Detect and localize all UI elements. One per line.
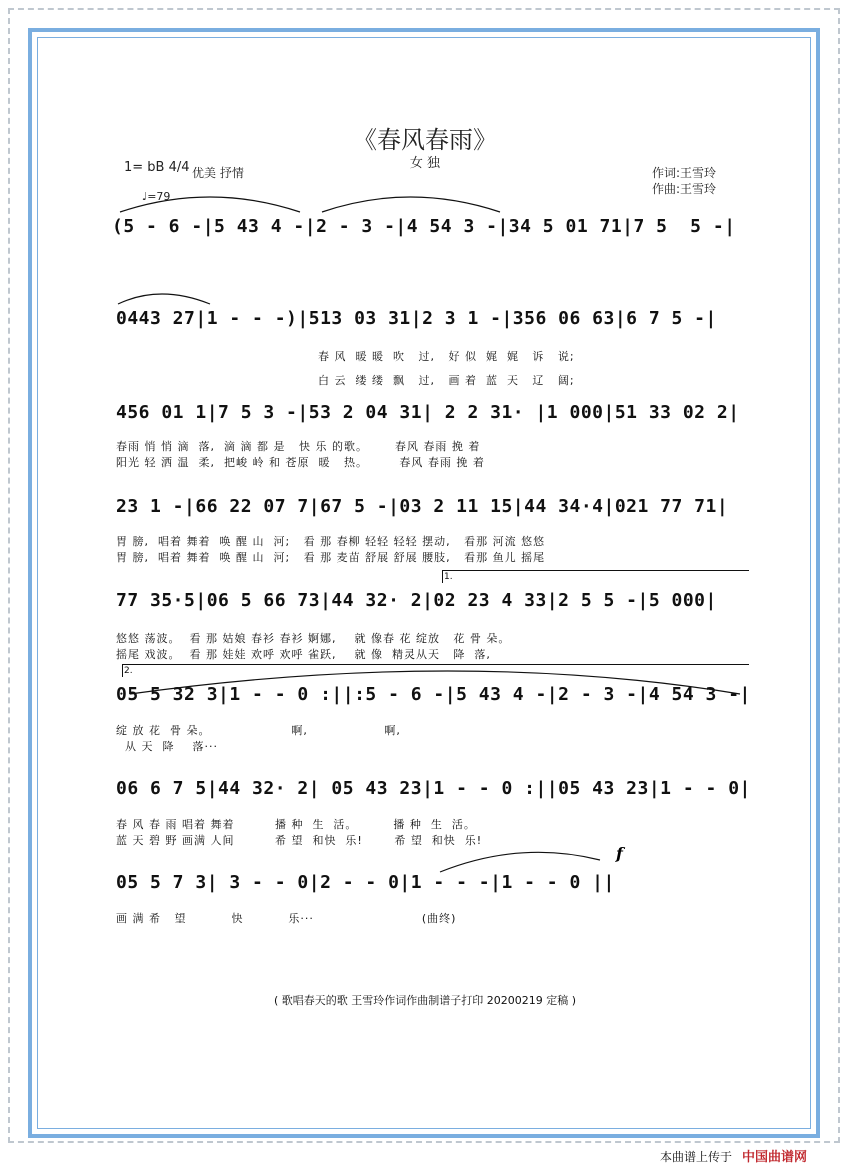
lyrics-row-4-verse-1: 胃 膀, 唱着 舞着 唤 醒 山 河; 看 那 春柳 轻轻 轻轻 摆动, 看那 河流 悠悠	[116, 535, 546, 548]
score-row-5: 77 35·5|06 5 66 73|44 32· 2|02 23 4 33|2 5 5 -|5 000|	[116, 590, 717, 611]
lyrics-row-5-verse-2: 摇尾 戏波。 看 那 娃娃 欢呼 欢呼 雀跃, 就 像 精灵从天 降 落,	[116, 648, 491, 661]
slur	[130, 671, 740, 694]
dynamic-forte: f	[616, 844, 623, 863]
upload-note: 本曲谱上传于	[660, 1150, 733, 1164]
score-row-3: 456 01 1|7 5 3 -|53 2 04 31| 2 2 31· |1 000|51 33 02 2|	[116, 402, 740, 423]
style-marking: 优美 抒情	[192, 166, 244, 180]
score-row-8: 05 5 7 3| 3 - - 0|2 - - 0|1 - - -|1 - - 0 ||	[116, 872, 615, 893]
lyrics-row-8: 画 满 希 望 快 乐··· (曲终)	[116, 912, 457, 925]
score-row-1: (5 - 6 -|5 43 4 -|2 - 3 -|4 54 3 -|34 5 01 71|7 5 5 -|	[112, 216, 736, 237]
lyrics-row-5-verse-1: 悠悠 荡波。 看 那 姑娘 春衫 春衫 婀娜, 就 像春 花 绽放 花 骨 朵。	[116, 632, 511, 645]
site-logo-text: 中国曲谱网	[742, 1150, 808, 1165]
lyrics-row-6-verse-2: 从 天 降 落···	[116, 740, 218, 753]
lyrics-row-4-verse-2: 胃 膀, 唱着 舞着 唤 醒 山 河; 看 那 麦苗 舒展 舒展 腰肢, 看那 鱼儿 摇尾	[116, 551, 546, 564]
slur	[322, 197, 500, 212]
slur	[120, 197, 300, 212]
lyrics-row-2-verse-2: 白 云 缕 缕 飘 过, 画 着 蓝 天 辽 阔;	[318, 374, 575, 387]
lyrics-row-7-verse-1: 春 风 春 雨 唱着 舞着 播 种 生 活。 播 种 生 活。	[116, 818, 476, 831]
volta-2: 2.	[124, 666, 133, 676]
footnote: ( 歌唱春天的歌 王雪玲作词作曲制谱子打印 20200219 定稿 )	[273, 994, 577, 1007]
lyrics-row-3-verse-1: 春雨 悄 悄 滴 落, 滴 滴 都 是 快 乐 的歌。 春风 春雨 挽 着	[116, 440, 481, 453]
tempo-marking: ♩=79	[142, 190, 171, 203]
lyrics-row-7-verse-2: 蓝 天 碧 野 画满 人间 希 望 和快 乐! 希 望 和快 乐!	[116, 834, 483, 847]
score-row-4: 23 1 -|66 22 07 7|67 5 -|03 2 11 15|44 34·4|021 77 71|	[116, 496, 729, 517]
score-row-6: 05 5 32 3|1 - - 0 :||:5 - 6 -|5 43 4 -|2 - 3 -|4 54 3 -|	[116, 684, 751, 705]
score-row-2: 0443 27|1 - - -)|513 03 31|2 3 1 -|356 06 63|6 7 5 -|	[116, 308, 717, 329]
score-row-7: 06 6 7 5|44 32· 2| 05 43 23|1 - - 0 :||05 43 23|1 - - 0|	[116, 778, 751, 799]
lyrics-row-2-verse-1: 春 风 暖 暖 吹 过, 好 似 娓 娓 诉 说;	[318, 350, 575, 363]
key-signature: 1= bB 4/4	[124, 160, 190, 175]
song-title: 《春风春雨》	[353, 126, 497, 154]
lyricist-credit: 作词:王雪玲	[652, 166, 717, 180]
lyrics-row-3-verse-2: 阳光 轻 洒 温 柔, 把峻 岭 和 苍原 暖 热。 春风 春雨 挽 着	[116, 456, 485, 469]
slur	[440, 852, 600, 872]
slur	[118, 294, 210, 304]
song-subtitle: 女 独	[409, 156, 441, 171]
volta-1: 1.	[444, 572, 453, 582]
composer-credit: 作曲:王雪玲	[652, 182, 717, 196]
lyrics-row-6-verse-1: 绽 放 花 骨 朵。 啊, 啊,	[116, 724, 401, 737]
